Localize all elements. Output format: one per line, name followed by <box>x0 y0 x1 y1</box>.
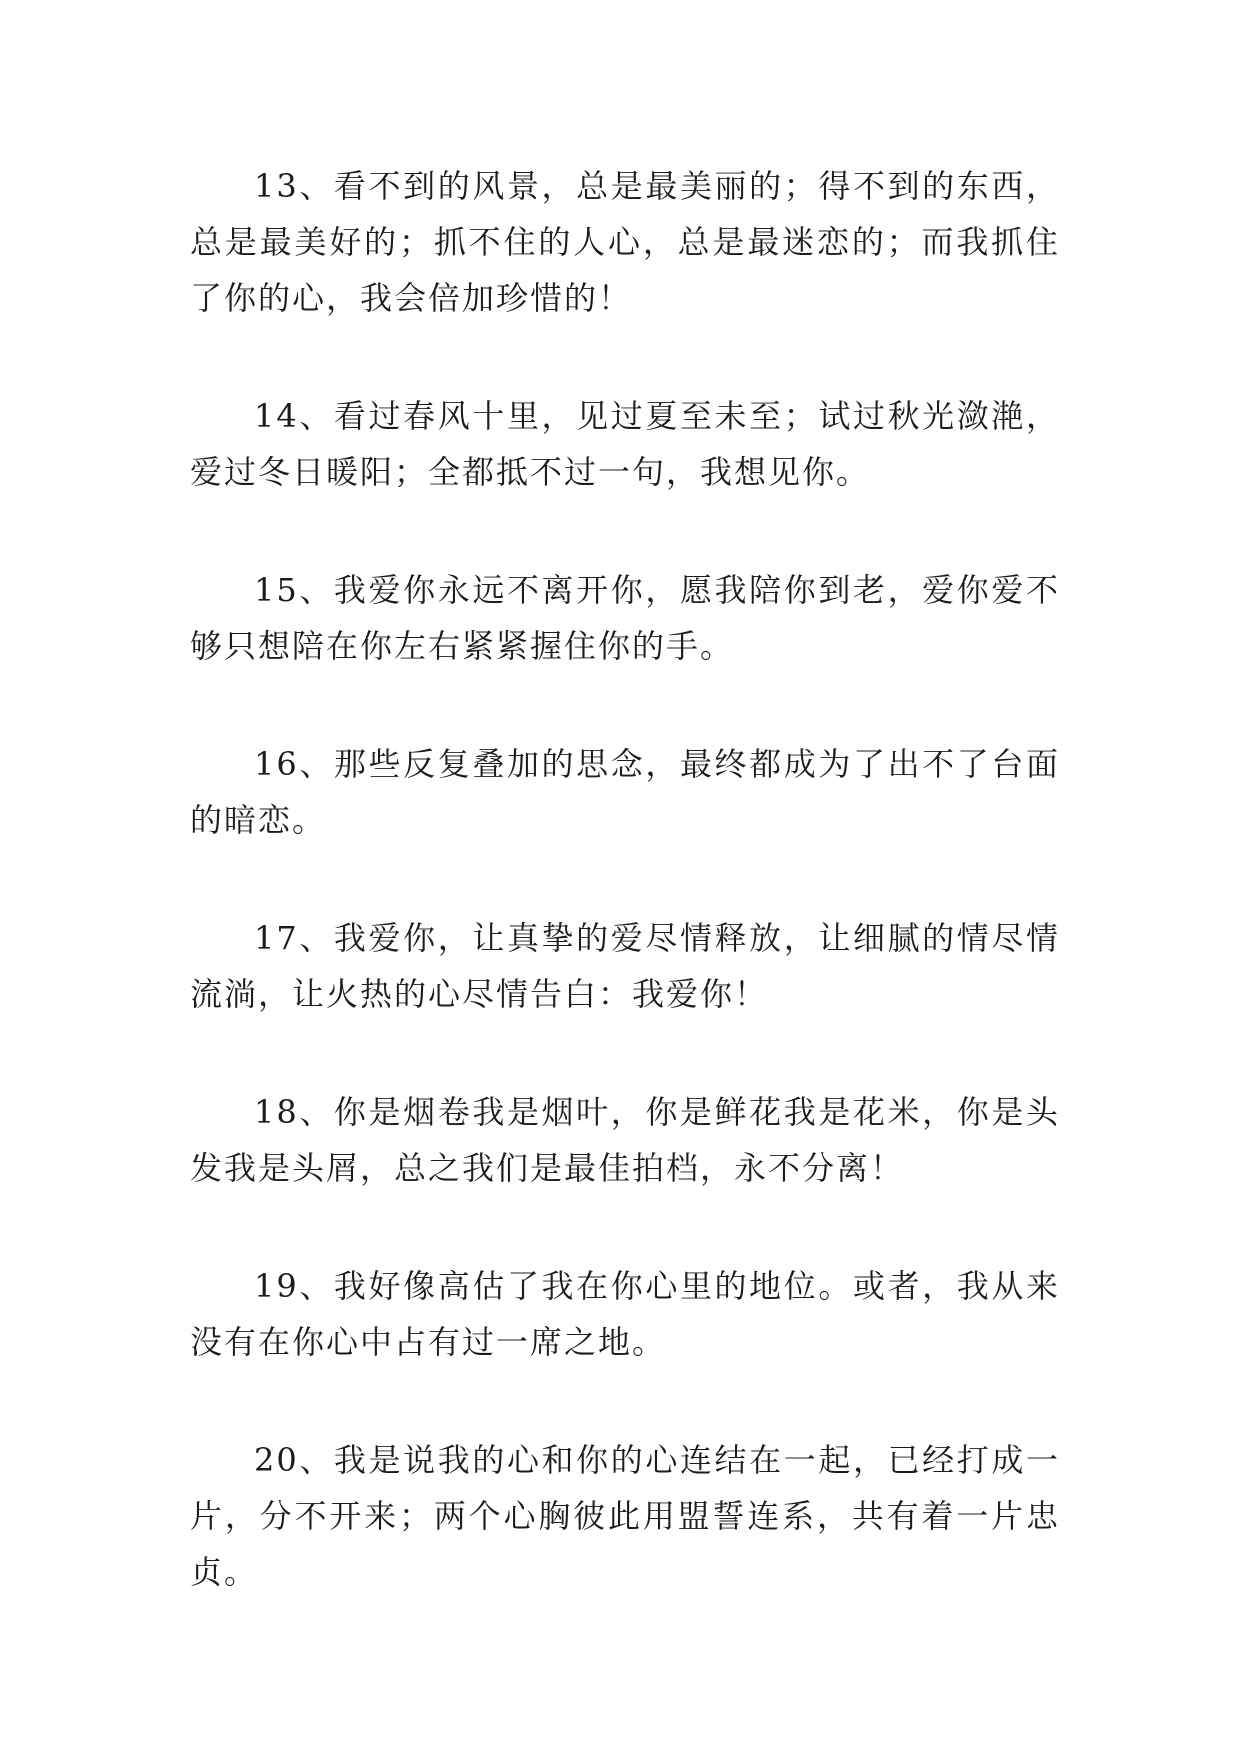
paragraph-15: 15、我爱你永远不离开你，愿我陪你到老，爱你爱不够只想陪在你左右紧紧握住你的手。 <box>190 571 1060 665</box>
paragraph-18: 18、你是烟卷我是烟叶，你是鲜花我是花米，你是头发我是头屑，总之我们是最佳拍档，永不分离！ <box>190 1093 1060 1187</box>
document-body <box>190 158 1060 1662</box>
paragraph-20: 20、我是说我的心和你的心连结在一起，已经打成一片，分不开来；两个心胸彼此用盟誓连系，共有着一片忠贞。 <box>190 1441 1060 1591</box>
paragraph-16: 16、那些反复叠加的思念，最终都成为了出不了台面的暗恋。 <box>190 745 1060 839</box>
paragraph-19: 19、我好像高估了我在你心里的地位。或者，我从来没有在你心中占有过一席之地。 <box>190 1267 1060 1361</box>
paragraph-14: 14、看过春风十里，见过夏至未至；试过秋光潋滟，爱过冬日暖阳；全都抵不过一句，我想见你。 <box>190 397 1060 491</box>
paragraph-13: 13、看不到的风景，总是最美丽的；得不到的东西，总是最美好的；抓不住的人心，总是最迷恋的；而我抓住了你的心，我会倍加珍惜的！ <box>190 167 1060 317</box>
paragraph-17: 17、我爱你，让真挚的爱尽情释放，让细腻的情尽情流淌，让火热的心尽情告白：我爱你！ <box>190 919 1060 1013</box>
